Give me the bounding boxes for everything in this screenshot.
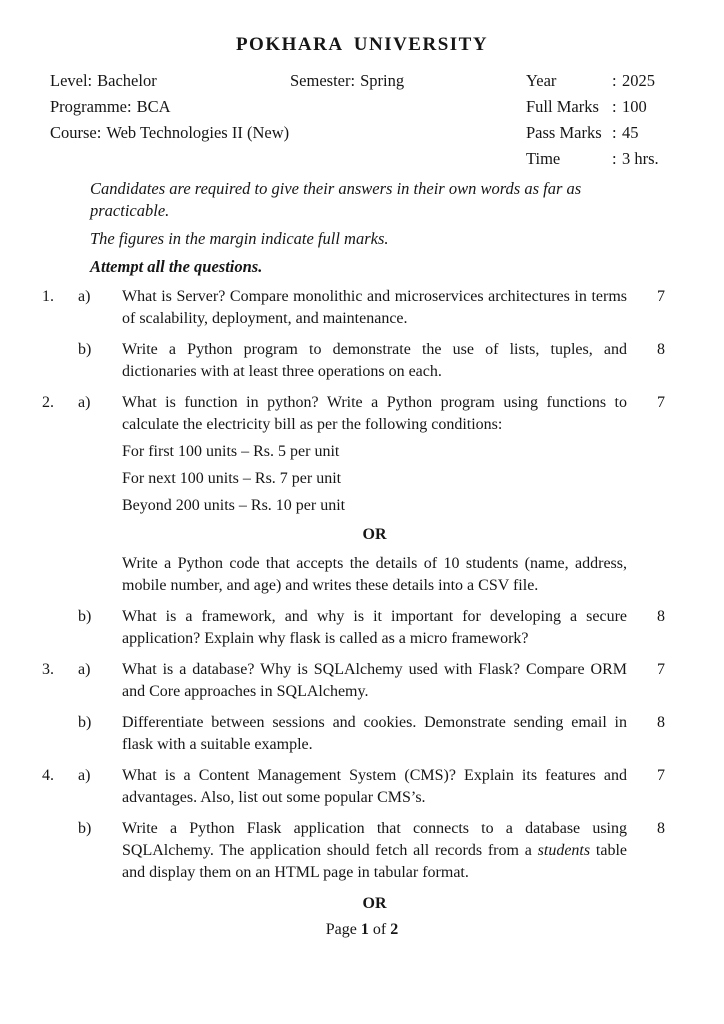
- pass-marks-value: 45: [622, 123, 639, 142]
- question-number: 1.: [42, 288, 54, 305]
- or-divider-bottom: OR: [362, 895, 387, 912]
- time-label: Time: [526, 149, 561, 168]
- level-label: Level:: [50, 71, 93, 90]
- question-number: 4.: [42, 767, 54, 784]
- header-field-level: [50, 68, 290, 94]
- question-number: 2.: [42, 394, 54, 411]
- course-value: Web Technologies II (New): [106, 123, 290, 142]
- marks-value: 8: [657, 714, 665, 731]
- question-body: [122, 339, 627, 383]
- attempt-all-note: Attempt all the questions.: [90, 257, 263, 276]
- page-number-total: 2: [390, 921, 399, 938]
- question-body: [122, 818, 627, 884]
- marks-value: 8: [657, 608, 665, 625]
- year-label: Year: [526, 71, 557, 90]
- question-4b-row: [42, 818, 665, 884]
- header-field-full-marks: [526, 94, 678, 120]
- part-letter: b): [78, 341, 92, 358]
- question-text: What is a framework, and why is it important for developing a secure application? Explain why flask is called as a micro framework?: [122, 608, 627, 647]
- page-word: Page: [325, 921, 357, 938]
- marks-value: 8: [657, 820, 665, 837]
- programme-value: BCA: [136, 97, 171, 116]
- question-number-spacer: [42, 712, 78, 756]
- or-alternative-text: Write a Python code that accepts the details of 10 students (name, address, mobile number, and age) and writes these details into a CSV file.: [122, 555, 627, 594]
- question-2b-row: [42, 606, 665, 650]
- full-marks-colon: :: [612, 97, 617, 116]
- question-body: [122, 765, 627, 809]
- full-marks-value: 100: [622, 97, 647, 116]
- marks-value: 7: [657, 661, 665, 678]
- question-1a-row: [42, 286, 665, 330]
- part-letter: a): [78, 767, 91, 784]
- question-4a-row: [42, 765, 665, 809]
- part-letter: b): [78, 820, 92, 837]
- part-letter: a): [78, 661, 91, 678]
- header-field-course: [50, 120, 290, 146]
- question-list: [42, 286, 665, 884]
- exam-header: [50, 68, 678, 172]
- question-text: What is function in python? Write a Python program using functions to calculate the electricity bill as per the following conditions:: [122, 394, 627, 433]
- year-colon: :: [612, 71, 617, 90]
- question-number: 3.: [42, 661, 54, 678]
- full-marks-label: Full Marks: [526, 97, 599, 116]
- page-number-current: 1: [360, 921, 369, 938]
- part-letter: a): [78, 394, 91, 411]
- question-number-spacer: [42, 339, 78, 383]
- question-number-spacer: [42, 818, 78, 884]
- question-text: Differentiate between sessions and cookies. Demonstrate sending email in flask with a suitable example.: [122, 714, 627, 753]
- question-text: [122, 818, 627, 884]
- part-letter: b): [78, 714, 92, 731]
- header-left-column: [50, 68, 290, 172]
- header-field-time: [526, 146, 678, 172]
- semester-label: Semester:: [290, 71, 356, 90]
- question-text: What is a Content Management System (CMS)? Explain its features and advantages. Also, list out some popular CMS’s.: [122, 767, 627, 806]
- semester-value: Spring: [360, 71, 405, 90]
- marks-value: 7: [657, 767, 665, 784]
- question-text-pre: Write a Python Flask application that connects to a database using SQLAlchemy. The application should fetch all records from a: [122, 820, 627, 859]
- question-body: [122, 606, 627, 650]
- part-letter: b): [78, 608, 92, 625]
- question-text-italic-word: students: [537, 842, 591, 859]
- marks-value: 8: [657, 341, 665, 358]
- header-field-pass-marks: [526, 120, 678, 146]
- question-body: [122, 712, 627, 756]
- condition-line-2: For next 100 units – Rs. 7 per unit: [122, 470, 342, 487]
- or-divider: OR: [362, 526, 387, 543]
- level-value: Bachelor: [97, 71, 157, 90]
- part-letter: a): [78, 288, 91, 305]
- question-text: Write a Python program to demonstrate the use of lists, tuples, and dictionaries with at least three operations on each.: [122, 341, 627, 380]
- page-indicator: [0, 919, 724, 941]
- question-text-post: table and display them on an HTML page in tabular format.: [122, 842, 628, 881]
- header-field-semester: [290, 68, 526, 94]
- question-body: [122, 392, 627, 597]
- pass-marks-colon: :: [612, 123, 617, 142]
- candidate-instructions: [90, 178, 635, 278]
- header-field-year: [526, 68, 678, 94]
- question-3b-row: [42, 712, 665, 756]
- condition-line-3: Beyond 200 units – Rs. 10 per unit: [122, 497, 346, 514]
- question-text: What is Server? Compare monolithic and microservices architectures in terms of scalability, deployment, and maintenance.: [122, 288, 627, 327]
- time-colon: :: [612, 149, 617, 168]
- question-2a-row: [42, 392, 665, 597]
- programme-label: Programme:: [50, 97, 132, 116]
- page-title: POKHARA UNIVERSITY: [235, 34, 489, 55]
- question-body: [122, 659, 627, 703]
- header-field-programme: [50, 94, 290, 120]
- of-word: of: [372, 921, 387, 938]
- course-label: Course:: [50, 123, 102, 142]
- question-number-spacer: [42, 606, 78, 650]
- year-value: 2025: [622, 71, 655, 90]
- question-1b-row: [42, 339, 665, 383]
- instruction-line-1: Candidates are required to give their answers in their own words as far as practicable.: [90, 179, 582, 220]
- condition-line-1: For first 100 units – Rs. 5 per unit: [122, 443, 340, 460]
- instruction-line-2: The figures in the margin indicate full marks.: [90, 229, 389, 248]
- time-value: 3 hrs.: [622, 149, 659, 168]
- marks-value: 7: [657, 394, 665, 411]
- pass-marks-label: Pass Marks: [526, 123, 602, 142]
- question-text: What is a database? Why is SQLAlchemy used with Flask? Compare ORM and Core approaches in SQLAlchemy.: [122, 661, 627, 700]
- question-3a-row: [42, 659, 665, 703]
- question-body: [122, 286, 627, 330]
- header-center-column: [290, 68, 526, 172]
- marks-value: 7: [657, 288, 665, 305]
- header-right-column: [526, 68, 678, 172]
